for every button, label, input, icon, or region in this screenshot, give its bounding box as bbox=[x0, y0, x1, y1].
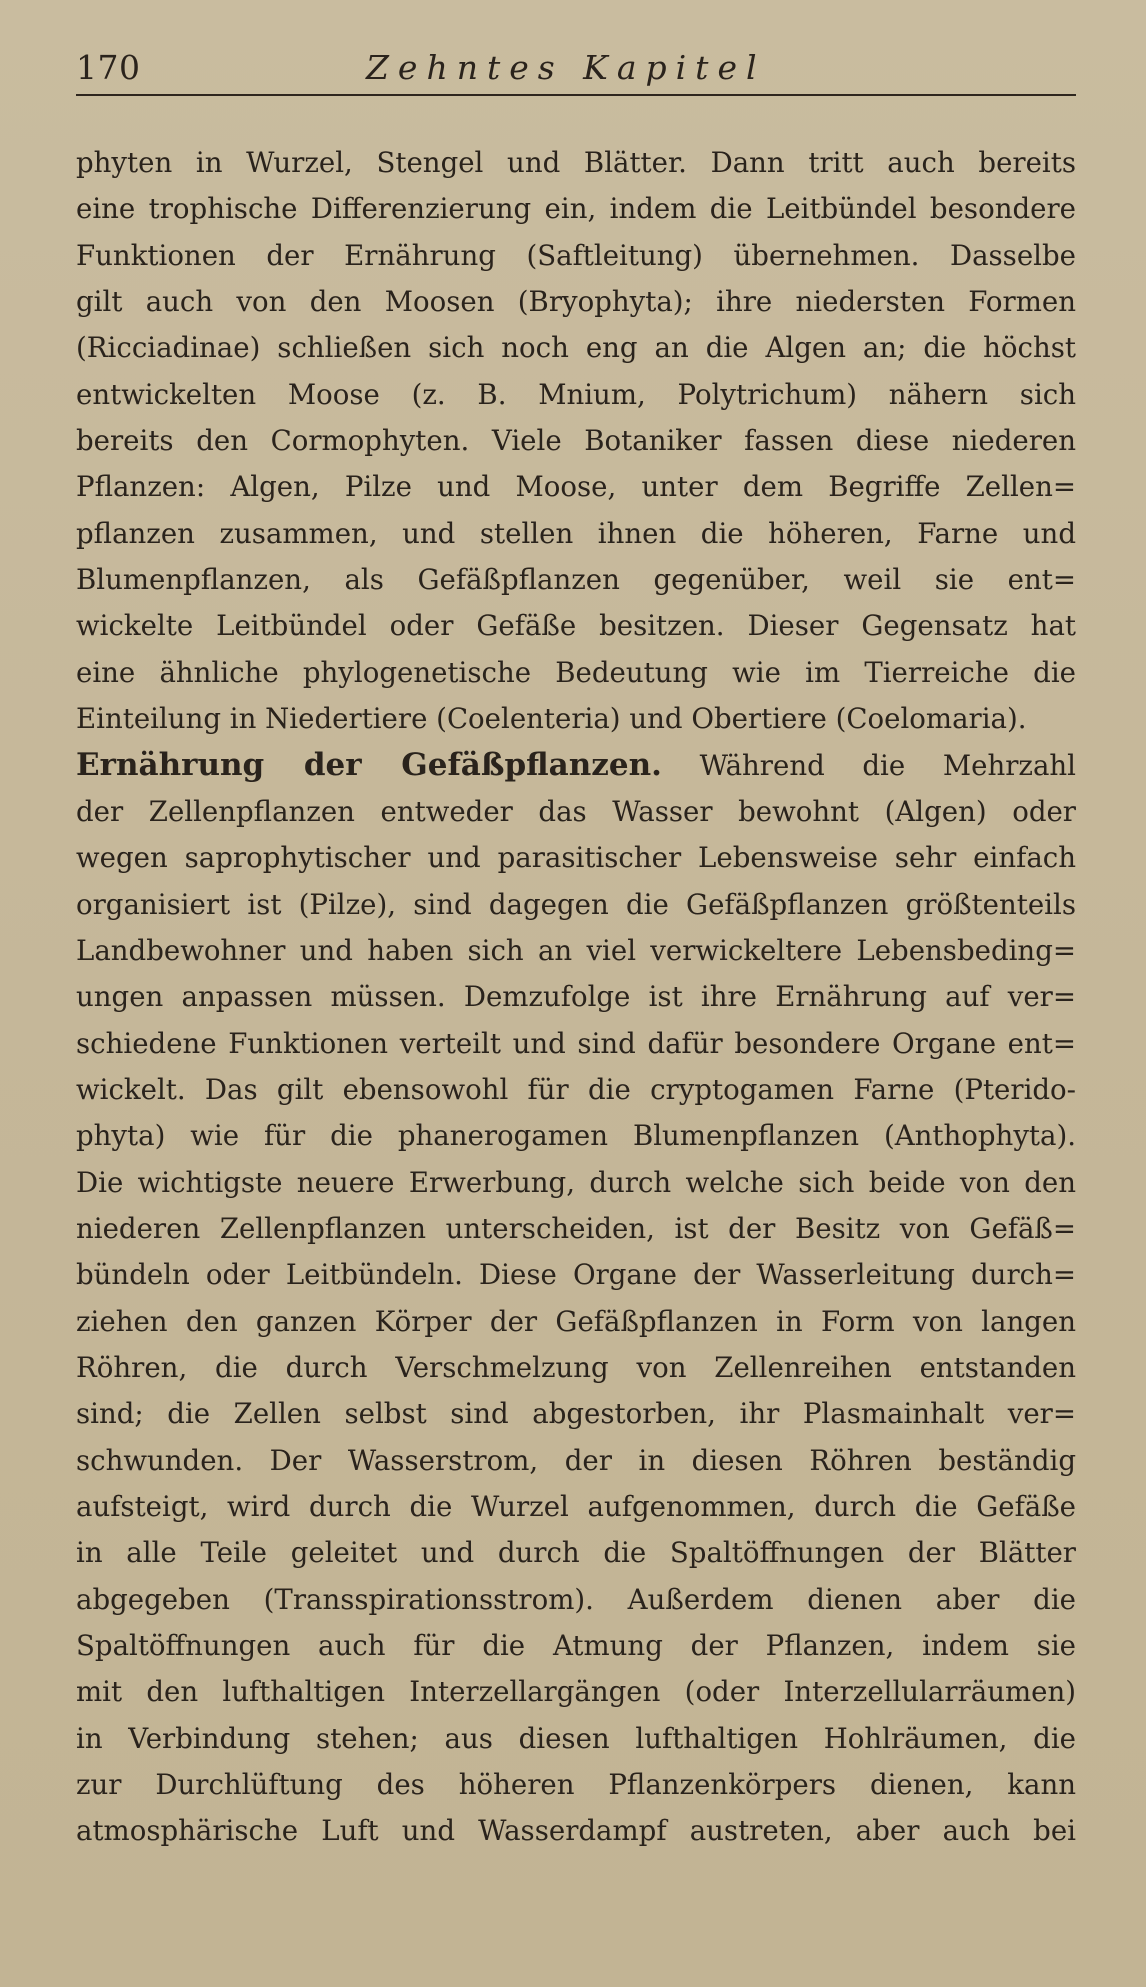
body-text bbox=[76, 140, 1076, 1855]
text-line: wegen saprophytischer und parasitischer Lebensweise sehr einfach bbox=[76, 841, 1076, 875]
section-heading: Ernährung der Gefäßpflanzen. bbox=[76, 747, 662, 784]
text-line: in alle Teile geleitet und durch die Spaltöffnungen der Blätter bbox=[76, 1536, 1076, 1570]
text-line: wickelte Leitbündel oder Gefäße besitzen. Dieser Gegensatz hat bbox=[76, 609, 1076, 643]
text-line: atmosphärische Luft und Wasserdampf austreten, aber auch bei bbox=[76, 1814, 1076, 1848]
text-line: bereits den Cormophyten. Viele Botaniker fassen diese niederen bbox=[76, 424, 1076, 458]
text-line: phyten in Wurzel, Stengel und Blätter. Dann tritt auch bereits bbox=[76, 146, 1076, 179]
running-title: Zehntes Kapitel bbox=[366, 48, 766, 87]
text-line: eine ähnliche phylogenetische Bedeutung wie im Tierreiche die bbox=[76, 655, 1076, 689]
text-line: zur Durchlüftung des höheren Pflanzenkörpers dienen, kann bbox=[76, 1768, 1076, 1802]
text-line: Blumenpflanzen, als Gefäßpflanzen gegenüber, weil sie ent= bbox=[76, 563, 1076, 597]
text-line: niederen Zellenpflanzen unterscheiden, ist der Besitz von Gefäß= bbox=[76, 1211, 1076, 1245]
text-line: bündeln oder Leitbündeln. Diese Organe der Wasserleitung durch= bbox=[76, 1258, 1076, 1292]
text-line: Funktionen der Ernährung (Saftleitung) übernehmen. Dasselbe bbox=[76, 238, 1076, 272]
text-line: Die wichtigste neuere Erwerbung, durch welche sich beide von den bbox=[76, 1165, 1076, 1199]
text-line: Spaltöffnungen auch für die Atmung der Pflanzen, indem sie bbox=[76, 1629, 1076, 1662]
text-line: gilt auch von den Moosen (Bryophyta); ihre niedersten Formen bbox=[76, 285, 1076, 319]
text-line: Landbewohner und haben sich an viel verwickeltere Lebensbeding= bbox=[76, 933, 1076, 967]
section-heading-line bbox=[76, 742, 1076, 788]
text-line: Pflanzen: Algen, Pilze und Moose, unter dem Begriffe Zellen= bbox=[76, 470, 1076, 504]
page-number: 170 bbox=[76, 48, 141, 87]
text-line: sind; die Zellen selbst sind abgestorben, ihr Plasmainhalt ver= bbox=[76, 1397, 1076, 1431]
text-line: schiedene Funktionen verteilt und sind dafür besondere Organe ent= bbox=[76, 1026, 1076, 1060]
text-line: in Verbindung stehen; aus diesen lufthaltigen Hohlräumen, die bbox=[76, 1721, 1076, 1755]
text-line-run: Während die Mehrzahl bbox=[699, 749, 1076, 783]
text-line: abgegeben (Transspirationsstrom). Außerdem dienen aber die bbox=[76, 1582, 1076, 1616]
page-header bbox=[76, 46, 1076, 94]
text-line: mit den lufthaltigen Interzellargängen (oder Interzellularräumen) bbox=[76, 1675, 1076, 1709]
text-line: schwunden. Der Wasserstrom, der in diesen Röhren beständig bbox=[76, 1443, 1076, 1477]
text-line: wickelt. Das gilt ebensowohl für die cryptogamen Farne (Pterido- bbox=[76, 1072, 1076, 1106]
text-line: phyta) wie für die phanerogamen Blumenpflanzen (Anthophyta). bbox=[76, 1119, 1076, 1153]
text-line: organisiert ist (Pilze), sind dagegen die Gefäßpflanzen größtenteils bbox=[76, 887, 1076, 921]
text-line: aufsteigt, wird durch die Wurzel aufgenommen, durch die Gefäße bbox=[76, 1489, 1076, 1523]
text-line: (Ricciadinae) schließen sich noch eng an die Algen an; die höchst bbox=[76, 331, 1076, 365]
text-line: Einteilung in Niedertiere (Coelenteria) und Obertiere (Coelomaria). bbox=[76, 702, 1027, 736]
header-rule bbox=[76, 94, 1076, 96]
text-line: der Zellenpflanzen entweder das Wasser bewohnt (Algen) oder bbox=[76, 794, 1076, 828]
text-line: eine trophische Differenzierung ein, indem die Leitbündel besondere bbox=[76, 192, 1076, 226]
text-line: ungen anpassen müssen. Demzufolge ist ihre Ernährung auf ver= bbox=[76, 980, 1076, 1014]
text-line: entwickelten Moose (z. B. Mnium, Polytrichum) nähern sich bbox=[76, 377, 1076, 411]
text-line: ziehen den ganzen Körper der Gefäßpflanzen in Form von langen bbox=[76, 1304, 1076, 1338]
text-line: Röhren, die durch Verschmelzung von Zellenreihen entstanden bbox=[76, 1350, 1076, 1384]
text-line: pflanzen zusammen, und stellen ihnen die höheren, Farne und bbox=[76, 516, 1076, 550]
